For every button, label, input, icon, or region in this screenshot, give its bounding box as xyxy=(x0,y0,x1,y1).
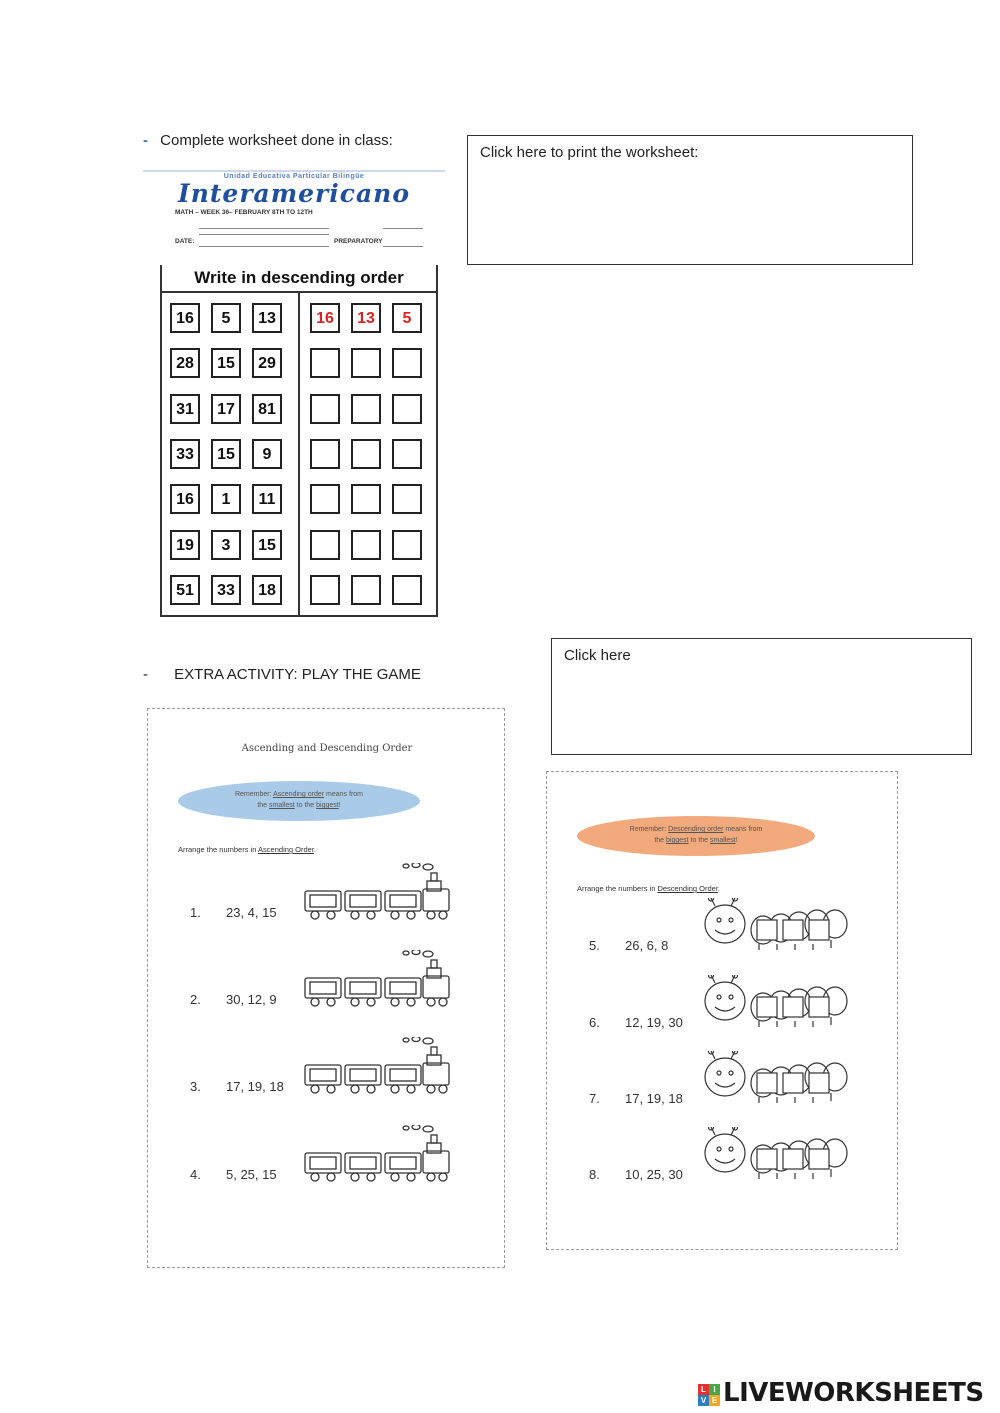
reminder-text: means from xyxy=(723,826,763,833)
play-game-link-label: Click here xyxy=(564,647,631,664)
item-values: 10, 25, 30 xyxy=(625,1167,683,1182)
name-line xyxy=(199,228,329,229)
print-worksheet-link-label: Click here to print the worksheet: xyxy=(480,144,699,161)
item-values: 23, 4, 15 xyxy=(226,905,277,920)
answer-cell xyxy=(310,439,340,469)
reminder-keyword: biggest xyxy=(316,802,339,809)
answer-cell xyxy=(392,484,422,514)
train-drawing-icon xyxy=(303,950,453,1015)
item-number: 7. xyxy=(589,1091,600,1106)
item-values: 30, 12, 9 xyxy=(226,992,277,1007)
worksheet-header xyxy=(143,170,445,262)
school-logo-text: Interamericano xyxy=(178,179,410,208)
given-number-cell: 17 xyxy=(211,394,241,424)
answer-cell xyxy=(392,394,422,424)
reminder-keyword: biggest xyxy=(666,837,689,844)
reminder-text: the xyxy=(257,802,270,809)
answer-cell xyxy=(392,530,422,560)
answer-cell xyxy=(310,394,340,424)
answer-cell xyxy=(351,439,381,469)
answer-cell xyxy=(351,394,381,424)
instruction-text: . xyxy=(313,845,317,854)
given-number-cell: 33 xyxy=(170,439,200,469)
item-number: 1. xyxy=(190,905,201,920)
item-number: 5. xyxy=(589,938,600,953)
answer-cell xyxy=(351,484,381,514)
given-number-cell: 3 xyxy=(211,530,241,560)
date-label: DATE: xyxy=(175,238,195,245)
liveworksheets-badge-icon xyxy=(698,1384,720,1406)
given-number-cell: 81 xyxy=(252,394,282,424)
answer-cell xyxy=(310,530,340,560)
given-number-cell: 29 xyxy=(252,348,282,378)
reminder-text: means from xyxy=(324,791,363,798)
answer-cell xyxy=(392,575,422,605)
given-number-cell: 18 xyxy=(252,575,282,605)
name-line-2 xyxy=(199,234,329,235)
item-values: 17, 19, 18 xyxy=(226,1079,284,1094)
answer-cell: 5 xyxy=(392,303,422,333)
reminder-text: ! xyxy=(338,802,341,809)
item-number: 2. xyxy=(190,992,201,1007)
instruction-text: Arrange the numbers in xyxy=(577,884,658,893)
caterpillar-drawing-icon xyxy=(695,975,867,1038)
item-number: 3. xyxy=(190,1079,201,1094)
level-line xyxy=(383,246,423,247)
given-number-cell: 19 xyxy=(170,530,200,560)
caterpillar-drawing-icon xyxy=(695,1051,867,1114)
answer-cell xyxy=(310,484,340,514)
item-number: 8. xyxy=(589,1167,600,1182)
given-number-cell: 15 xyxy=(211,439,241,469)
badge-letter: E xyxy=(709,1395,720,1406)
reminder-text: ! xyxy=(735,837,738,844)
answer-cell xyxy=(351,530,381,560)
descending-order-sheet xyxy=(546,771,898,1250)
liveworksheets-logo xyxy=(698,1380,998,1410)
given-number-cell: 11 xyxy=(252,484,282,514)
caterpillar-drawing-icon xyxy=(695,898,867,961)
answer-cell: 13 xyxy=(351,303,381,333)
reminder-keyword: Ascending order xyxy=(273,791,325,798)
item-number: 6. xyxy=(589,1015,600,1030)
answer-cell xyxy=(351,348,381,378)
answer-cell: 16 xyxy=(310,303,340,333)
given-number-cell: 5 xyxy=(211,303,241,333)
given-number-cell: 15 xyxy=(252,530,282,560)
bullet-dash: - xyxy=(143,666,148,683)
given-number-cell: 16 xyxy=(170,484,200,514)
subject-line: MATH – WEEK 36– FEBRUARY 8TH TO 12TH xyxy=(175,209,313,216)
caterpillar-drawing-icon xyxy=(695,1127,867,1190)
reminder-text: Remember: xyxy=(629,826,669,833)
badge-letter: V xyxy=(698,1395,709,1406)
worksheet-title: Write in descending order xyxy=(162,265,436,293)
level-label: PREPARATORY xyxy=(334,238,383,245)
sheet-instruction xyxy=(577,884,720,893)
liveworksheets-brand: LIVEWORKSHEETS xyxy=(723,1378,984,1408)
reminder-bubble xyxy=(178,781,420,821)
school-name: Unidad Educativa Particular Bilingüe xyxy=(223,173,365,180)
item-number: 4. xyxy=(190,1167,201,1182)
reminder-keyword: smallest xyxy=(710,837,736,844)
answer-cell xyxy=(310,348,340,378)
given-number-cell: 33 xyxy=(211,575,241,605)
answer-cell xyxy=(392,348,422,378)
given-number-cell: 28 xyxy=(170,348,200,378)
train-drawing-icon xyxy=(303,1125,453,1190)
given-number-cell: 13 xyxy=(252,303,282,333)
item-values: 17, 19, 18 xyxy=(625,1091,683,1106)
sheet-instruction xyxy=(178,845,316,854)
given-number-cell: 51 xyxy=(170,575,200,605)
instruction-keyword: Ascending Order xyxy=(258,845,314,854)
given-number-cell: 16 xyxy=(170,303,200,333)
given-number-cell: 1 xyxy=(211,484,241,514)
reminder-bubble xyxy=(577,816,815,856)
item-values: 26, 6, 8 xyxy=(625,938,669,953)
header-rule xyxy=(143,170,445,172)
train-drawing-icon xyxy=(303,863,453,928)
given-number-cell: 31 xyxy=(170,394,200,424)
badge-letter: L xyxy=(698,1384,709,1395)
ascending-order-sheet xyxy=(147,708,505,1268)
given-number-cell: 15 xyxy=(211,348,241,378)
bullet-dash: - xyxy=(143,132,148,149)
item-values: 5, 25, 15 xyxy=(226,1167,277,1182)
sheet-title: Ascending and Descending Order xyxy=(241,743,413,754)
instruction-text: . xyxy=(717,884,721,893)
reminder-text: to the xyxy=(294,802,317,809)
descending-order-worksheet xyxy=(160,265,438,617)
play-game-link-box[interactable] xyxy=(551,638,972,755)
given-number-cell: 9 xyxy=(252,439,282,469)
reminder-text: Remember: xyxy=(234,791,274,798)
section-complete-worksheet xyxy=(143,132,393,149)
instruction-text: Arrange the numbers in xyxy=(178,845,259,854)
section-label: Complete worksheet done in class: xyxy=(160,132,393,149)
section-label: EXTRA ACTIVITY: PLAY THE GAME xyxy=(174,666,421,683)
date-line xyxy=(199,246,329,247)
train-drawing-icon xyxy=(303,1037,453,1102)
answer-cell xyxy=(351,575,381,605)
reminder-keyword: smallest xyxy=(269,802,295,809)
item-values: 12, 19, 30 xyxy=(625,1015,683,1030)
section-extra-activity xyxy=(143,666,421,683)
answer-cell xyxy=(392,439,422,469)
answer-cell xyxy=(310,575,340,605)
badge-letter: I xyxy=(709,1384,720,1395)
reminder-text: to the xyxy=(688,837,711,844)
column-divider xyxy=(298,293,300,615)
instruction-keyword: Descending Order xyxy=(657,884,718,893)
print-worksheet-link-box[interactable] xyxy=(467,135,913,265)
name-line-right xyxy=(383,228,423,229)
reminder-text: the xyxy=(654,837,667,844)
reminder-keyword: Descending order xyxy=(668,826,724,833)
